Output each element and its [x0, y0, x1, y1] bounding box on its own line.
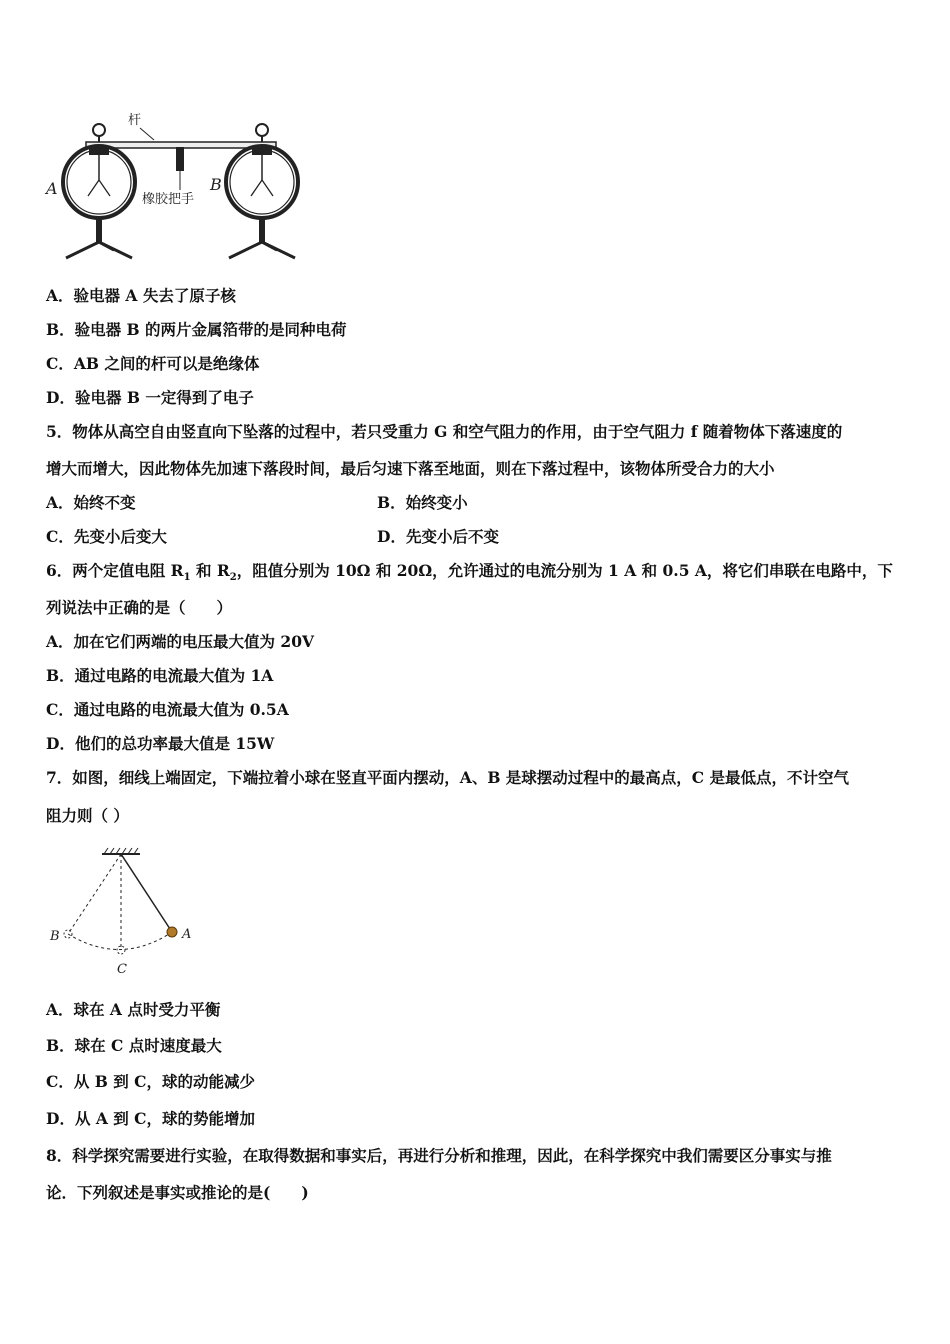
label-electroscope-b: B — [210, 175, 222, 194]
q5-option-a: A．始终不变 — [46, 493, 136, 512]
label-point-a: A — [182, 927, 192, 942]
label-point-c: C — [117, 962, 127, 977]
q8-stem-line1: 8．科学探究需要进行实验，在取得数据和事实后，再进行分析和推理，因此，在科学探究中我们需要区分事实与推 — [46, 1146, 832, 1165]
pendulum-ball-a — [167, 927, 177, 937]
q5-option-b: B．始终变小 — [377, 493, 468, 512]
q4-option-c: C．AB 之间的杆可以是绝缘体 — [46, 354, 260, 373]
q6-subscript-2: 2 — [229, 572, 237, 584]
q4-option-a: A．验电器 A 失去了原子核 — [46, 286, 236, 305]
q7-option-d: D．从 A 到 C，球的势能增加 — [46, 1109, 255, 1128]
label-rod: 杆 — [128, 113, 142, 128]
q4-option-d: D．验电器 B 一定得到了电子 — [46, 388, 254, 407]
q7-option-a: A．球在 A 点时受力平衡 — [46, 1000, 221, 1019]
q6-stem-part1: 6．两个定值电阻 R — [46, 561, 184, 580]
q5-stem-line2: 增大而增大，因此物体先加速下落段时间，最后匀速下落至地面，则在下落过程中，该物体所受合力的大小 — [46, 459, 775, 478]
q5-stem-line1: 5．物体从高空自由竖直向下坠落的过程中，若只受重力 G 和空气阻力的作用，由于空气阻力 f 随着物体下落速度的 — [46, 422, 843, 441]
q6-stem-line2: 列说法中正确的是（ ） — [46, 598, 233, 617]
q6-stem-part2: 和 R — [190, 561, 230, 580]
q5-option-d: D．先变小后不变 — [377, 527, 499, 546]
q7-stem-line2: 阻力则（ ） — [46, 806, 129, 825]
q7-option-c: C．从 B 到 C，球的动能减少 — [46, 1072, 255, 1091]
q8-stem-line2: 论．下列叙述是事实或推论的是( ) — [46, 1183, 309, 1202]
q4-option-b: B．验电器 B 的两片金属箔带的是同种电荷 — [46, 320, 347, 339]
electroscope-figure — [44, 108, 306, 266]
q6-stem-line1 — [46, 561, 893, 588]
q6-option-c: C．通过电路的电流最大值为 0.5A — [46, 700, 289, 719]
q7-option-b: B．球在 C 点时速度最大 — [46, 1036, 222, 1055]
q5-option-c: C．先变小后变大 — [46, 527, 167, 546]
q6-stem-part3: ，阻值分别为 10Ω 和 20Ω，允许通过的电流分别为 1 A 和 0.5 A，将它们串联在电路中，下 — [236, 561, 893, 580]
q6-option-b: B．通过电路的电流最大值为 1A — [46, 666, 274, 685]
pendulum-figure — [44, 840, 204, 980]
q6-option-a: A．加在它们两端的电压最大值为 20V — [46, 632, 315, 651]
label-point-b: B — [50, 929, 60, 944]
q6-subscript-1: 1 — [183, 572, 191, 584]
q6-option-d: D．他们的总功率最大值是 15W — [46, 734, 275, 753]
q7-stem-line1: 7．如图，细线上端固定，下端拉着小球在竖直平面内摆动，A、B 是球摆动过程中的最高点，C 是最低点，不计空气 — [46, 768, 850, 787]
label-electroscope-a: A — [46, 179, 58, 198]
label-rubber-handle: 橡胶把手 — [142, 192, 195, 207]
